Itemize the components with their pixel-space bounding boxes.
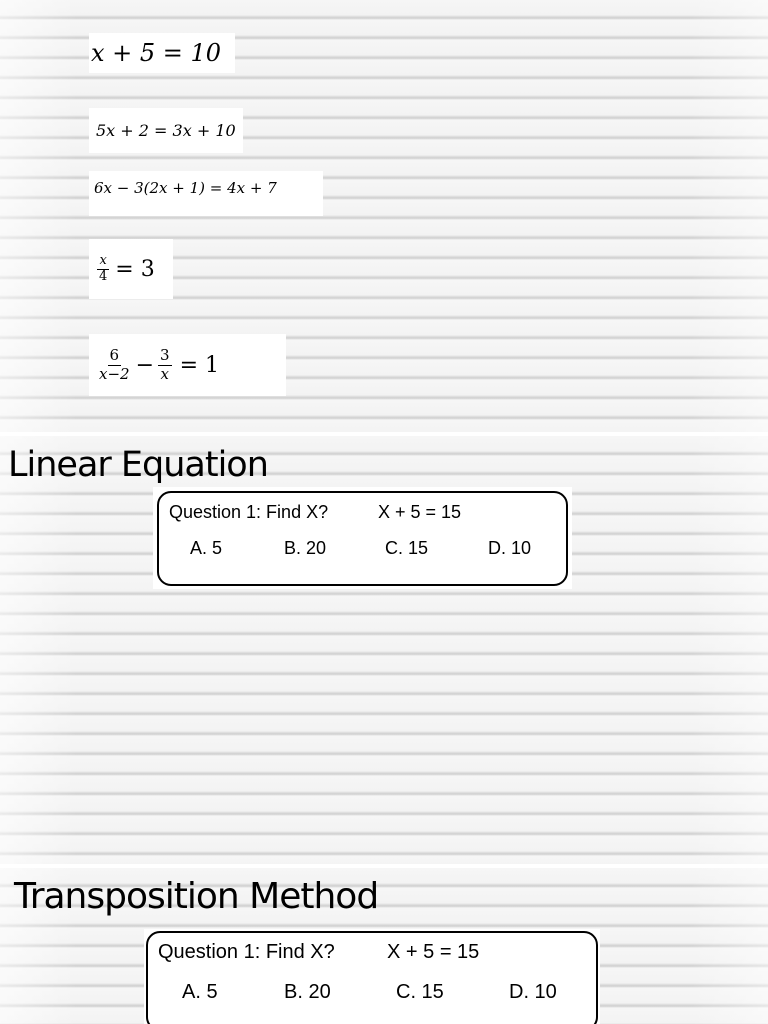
question-prompt: Question 1: Find X?	[169, 502, 329, 522]
equation-4	[89, 239, 173, 299]
equation-5	[89, 334, 286, 396]
option-a[interactable]: A. 5	[190, 538, 223, 558]
slide-equations	[0, 0, 768, 432]
slide-title: Linear Equation	[8, 445, 268, 485]
option-c[interactable]: C. 15	[396, 981, 444, 1003]
option-d[interactable]: D. 10	[488, 538, 532, 558]
option-d[interactable]: D. 10	[509, 981, 557, 1003]
question-card	[153, 487, 572, 589]
equation-1	[89, 33, 235, 73]
option-b[interactable]: B. 20	[284, 538, 327, 558]
option-c[interactable]: C. 15	[385, 538, 429, 558]
equation-2	[89, 108, 243, 153]
slide-linear-equation	[0, 436, 768, 864]
fraction-1-numerator: 6	[109, 346, 120, 365]
minus-sign: −	[135, 352, 155, 378]
fraction-2-denominator: x	[160, 364, 170, 383]
equation-5-rest: = 1	[179, 352, 219, 378]
equation-3-text: 6x − 3(2x + 1) = 4x + 7	[94, 179, 277, 197]
slide-title: Transposition Method	[14, 876, 379, 917]
fraction-numerator: x	[99, 252, 107, 268]
fraction-denominator: 4	[99, 268, 108, 284]
equation-2-text: 5x + 2 = 3x + 10	[96, 121, 236, 140]
fraction-2-numerator: 3	[160, 346, 170, 365]
fraction-2	[158, 347, 172, 383]
option-b[interactable]: B. 20	[284, 981, 331, 1003]
option-a[interactable]: A. 5	[182, 981, 218, 1003]
question-equation: X + 5 = 15	[387, 941, 480, 963]
equation-3	[89, 171, 323, 216]
question-equation: X + 5 = 15	[378, 502, 462, 522]
slide-transposition-method	[0, 868, 768, 1024]
question-card	[144, 929, 600, 1024]
fraction	[97, 254, 109, 285]
equation-4-rest: = 3	[115, 256, 155, 282]
question-prompt: Question 1: Find X?	[158, 941, 335, 963]
equation-1-text: x + 5 = 10	[91, 39, 222, 67]
fraction-1-denominator: x−2	[99, 364, 130, 383]
fraction-1	[97, 347, 132, 383]
